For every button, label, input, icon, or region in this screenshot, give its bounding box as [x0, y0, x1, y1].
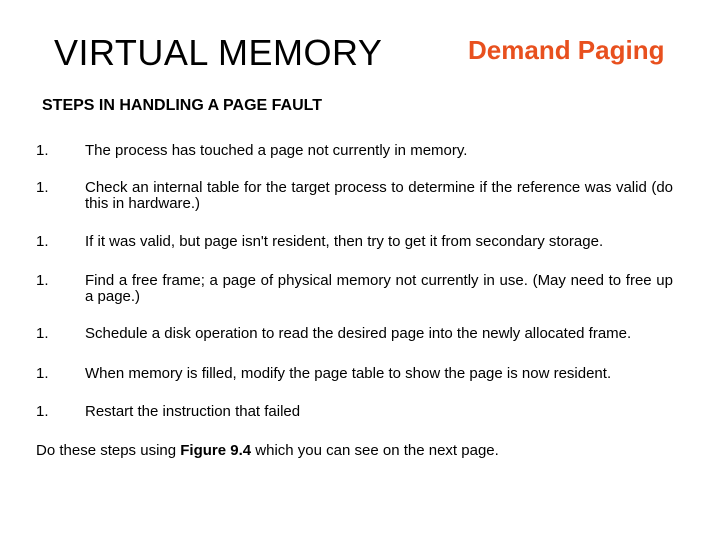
list-item	[36, 234, 676, 250]
step-number: 1.	[36, 403, 49, 420]
footer-suffix: which you can see on the next page.	[251, 442, 499, 459]
list-item	[36, 326, 676, 342]
step-text: When memory is filled, modify the page table to show the page is now resident.	[85, 365, 612, 382]
step-number: 1.	[36, 365, 49, 382]
step-number: 1.	[36, 233, 49, 250]
step-text: Check an internal table for the target process to determine if the reference was valid (do this in hardware.)	[85, 179, 673, 212]
step-number: 1.	[36, 179, 49, 196]
footer-note	[36, 442, 696, 460]
page-title: VIRTUAL MEMORY	[54, 32, 383, 73]
step-text: If it was valid, but page isn't resident, then try to get it from secondary storage.	[85, 233, 604, 250]
step-text: The process has touched a page not currently in memory.	[85, 142, 468, 159]
step-number: 1.	[36, 272, 49, 289]
step-text: Find a free frame; a page of physical memory not currently in use. (May need to free up a page.)	[85, 272, 673, 305]
list-item	[36, 404, 676, 420]
step-text: Restart the instruction that failed	[85, 403, 301, 420]
step-text: Schedule a disk operation to read the desired page into the newly allocated frame.	[85, 325, 632, 342]
list-item	[36, 273, 676, 305]
section-heading: STEPS IN HANDLING A PAGE FAULT	[42, 97, 323, 114]
step-number: 1.	[36, 142, 49, 159]
step-number: 1.	[36, 325, 49, 342]
figure-reference: Figure 9.4	[180, 442, 252, 459]
list-item	[36, 143, 676, 159]
list-item	[36, 366, 676, 382]
list-item	[36, 180, 676, 212]
page-subtitle: Demand Paging	[468, 35, 665, 65]
footer-prefix: Do these steps using	[36, 442, 181, 459]
